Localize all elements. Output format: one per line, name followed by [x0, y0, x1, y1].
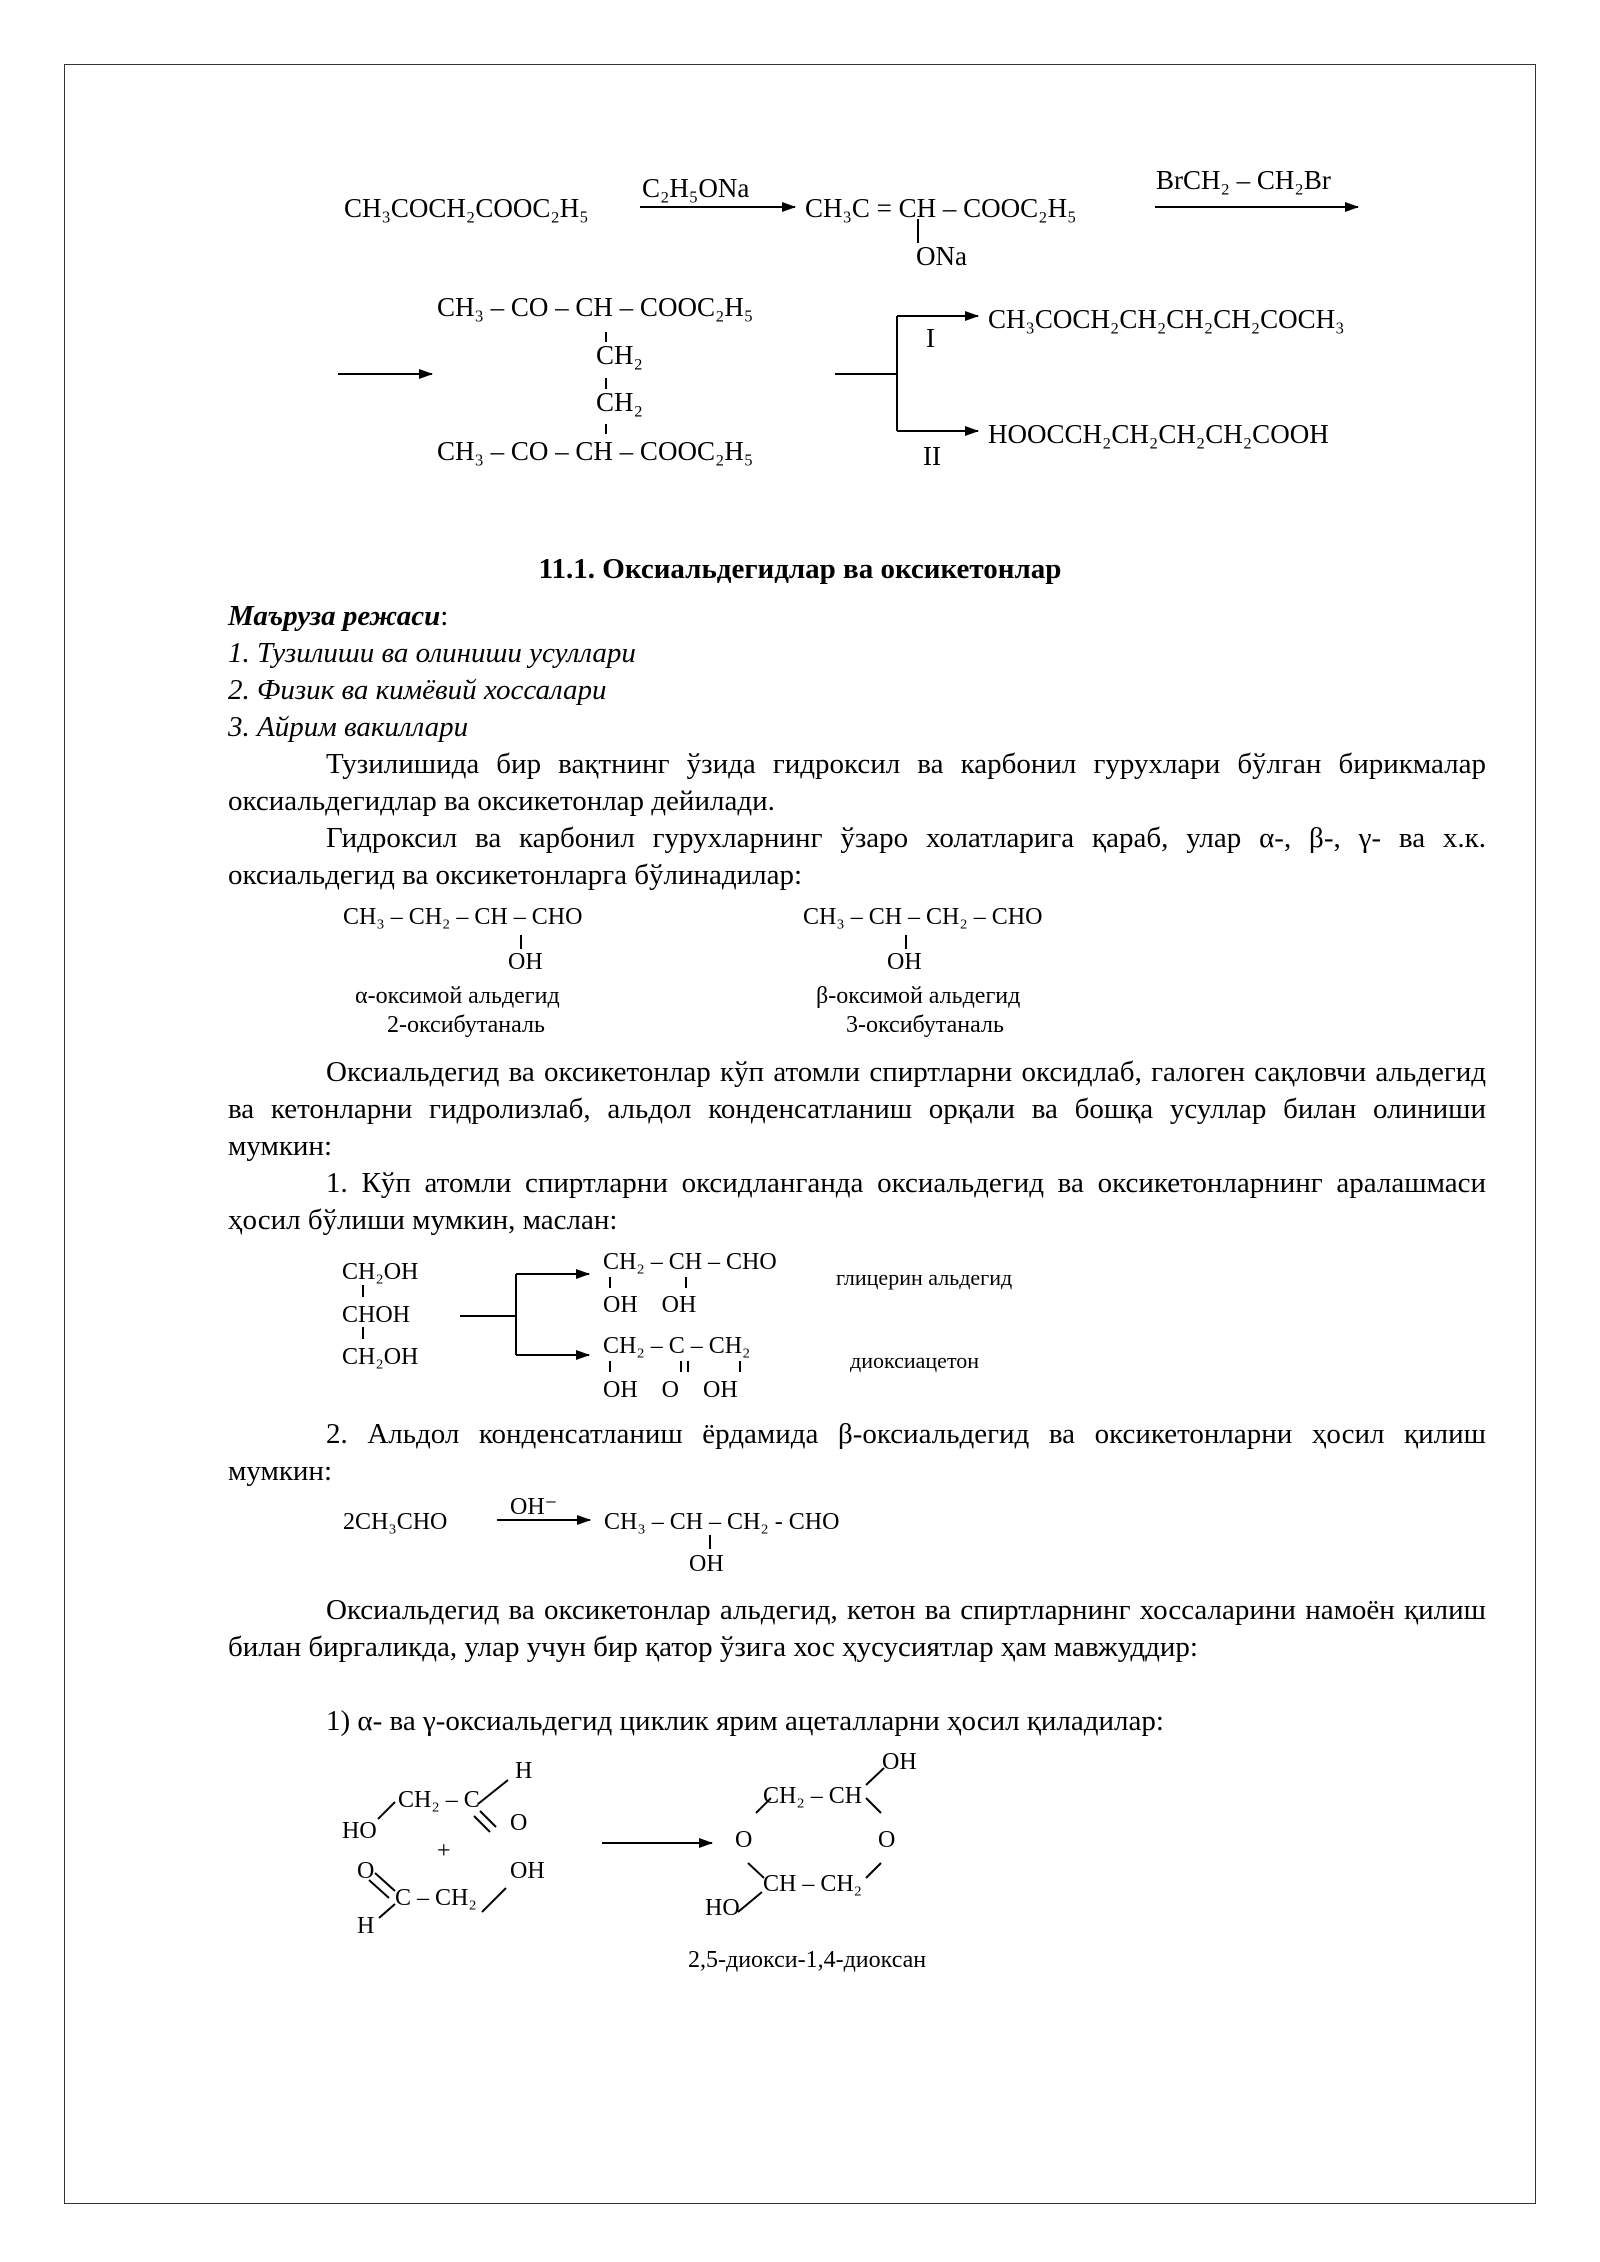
glycerol-line-1: CH₂OH [342, 1259, 419, 1285]
glycerol-line-2: CHOH [342, 1302, 411, 1328]
dihydroxyacetone-formula: CH₂ – C – CH₂ [603, 1333, 751, 1359]
dimer-h-bottom: H [357, 1913, 375, 1939]
diester-ch2-a: CH₂ [596, 340, 643, 370]
alpha-oh: OH [508, 949, 543, 975]
dihydroxyacetone-name: диоксиацетон [850, 1348, 980, 1373]
glyceraldehyde-formula: CH₂ – CH – CHO [603, 1249, 777, 1275]
ring-ho: HO [705, 1895, 740, 1921]
ring-top-chain: CH₂ – CH [763, 1783, 863, 1809]
paragraph-classification: Гидроксил ва карбонил гурухларнинг ўзаро холатларига қараб, улар α-, β-, γ- ва х.к. оксиальдегид ва оксикетонларга бўлинадилар: [228, 822, 1486, 891]
beta-name: β-оксимой альдегид [816, 983, 1021, 1009]
plan-heading-colon: : [440, 600, 449, 632]
product-adipic-acid: HOOCCH₂CH₂CH₂CH₂COOH [988, 419, 1329, 449]
sodium-enolate: CH₃C = CH – COOC₂H₅ [805, 193, 1077, 223]
alpha-iupac-name: 2-оксибутаналь [387, 1012, 545, 1038]
paragraph-definition: Тузилишида бир вақтнинг ўзида гидроксил ва карбонил гурухлари бўлган бирикмалар оксиальдегидлар ва оксикетонлар дейилади. [228, 748, 1486, 817]
ring-oh-top: OH [882, 1749, 917, 1775]
plan-item-3: 3. Айрим вакиллари [228, 711, 469, 743]
ring-o-left: O [735, 1827, 753, 1853]
alpha-name: α-оксимой альдегид [355, 983, 560, 1009]
product-diketone: CH₃COCH₂CH₂CH₂CH₂COCH₃ [988, 304, 1345, 334]
dimer-o-bottom: O [357, 1858, 375, 1884]
dimer-plus-sign: + [437, 1838, 451, 1864]
beta-oh: OH [887, 949, 922, 975]
dimer-bottom-chain: C – CH₂ [395, 1885, 477, 1911]
plan-item-2: 2. Физик ва кимёвий хоссалари [228, 674, 607, 706]
dimer-h-top: H [515, 1758, 533, 1784]
acetoacetic-ester: CH₃COCH₂COOC₂H₅ [344, 193, 589, 223]
plan-heading: Маъруза режаси [228, 600, 441, 632]
beta-formula: CH₃ – CH – CH₂ – CHO [803, 904, 1043, 930]
ring-o-right: O [878, 1827, 896, 1853]
dimer-top-chain: CH₂ – C [398, 1787, 480, 1813]
dimer-oh-bottom: OH [510, 1858, 545, 1884]
paragraph-properties: Оксиальдегид ва оксикетонлар альдегид, кетон ва спиртларнинг хоссаларини намоён қилиш билан биргаликда, улар учун бир қатор ўзига хос ҳусусиятлар ҳам мавжуддир: [228, 1594, 1486, 1663]
dimer-o-top: O [510, 1810, 528, 1836]
glyceraldehyde-oh-groups: OH OH [603, 1292, 697, 1318]
dihydroxyacetone-substituents: OH O OH [603, 1377, 738, 1403]
dimer-ho-left: HO [342, 1818, 377, 1844]
lecture-plan [228, 598, 636, 746]
branch-label-i: I [926, 323, 935, 353]
dioxane-name: 2,5-диокси-1,4-диоксан [688, 1947, 927, 1973]
beta-iupac-name: 3-оксибутаналь [846, 1012, 1004, 1038]
branch-label-ii: II [923, 441, 941, 471]
aldol-product: CH₃ – CH – CH₂ - CHO [604, 1509, 840, 1535]
diester-top-line: CH₃ – CO – CH – COOC₂H₅ [437, 292, 754, 322]
aldol-catalyst: OH⁻ [510, 1494, 558, 1520]
diester-bottom-line: CH₃ – CO – CH – COOC₂H₅ [437, 436, 754, 466]
glycerol-line-3: CH₂OH [342, 1344, 419, 1370]
reagent-dibromoethane: BrCH₂ – CH₂Br [1156, 165, 1331, 195]
reagent-sodium-ethoxide: C₂H₅ONa [642, 173, 750, 203]
alpha-formula: CH₃ – CH₂ – CH – CHO [343, 904, 583, 930]
enolate-ona-group: ONa [916, 241, 967, 271]
aldol-reactant: 2CH₃CHO [343, 1509, 448, 1535]
section-title: 11.1. Оксиальдегидлар ва оксикетонлар [538, 553, 1062, 585]
aldol-product-oh: OH [689, 1551, 724, 1577]
glyceraldehyde-name: глицерин альдегид [836, 1265, 1013, 1290]
paragraph-hemiacetals: 1) α- ва γ-оксиальдегид циклик ярим ацеталларни ҳосил қиладилар: [326, 1705, 1164, 1737]
paragraph-aldol: 2. Альдол конденсатланиш ёрдамида β-оксиальдегид ва оксикетонларни ҳосил қилиш мумкин: [228, 1418, 1486, 1487]
plan-item-1: 1. Тузилиши ва олиниши усуллари [228, 637, 636, 669]
paragraph-oxidation: 1. Кўп атомли спиртларни оксидланганда оксиальдегид ва оксикетонларнинг аралашмаси ҳосил бўлиши мумкин, маслан: [228, 1167, 1486, 1236]
paragraph-preparation: Оксиальдегид ва оксикетонлар кўп атомли спиртларни оксидлаб, галоген сақловчи альдегид ва кетонларни гидролизлаб, альдол конденсатланиш орқали ва бошқа усуллар билан олиниши мумкин: [228, 1056, 1486, 1162]
diester-ch2-b: CH₂ [596, 387, 643, 417]
ring-bottom-chain: CH – CH₂ [763, 1871, 863, 1897]
